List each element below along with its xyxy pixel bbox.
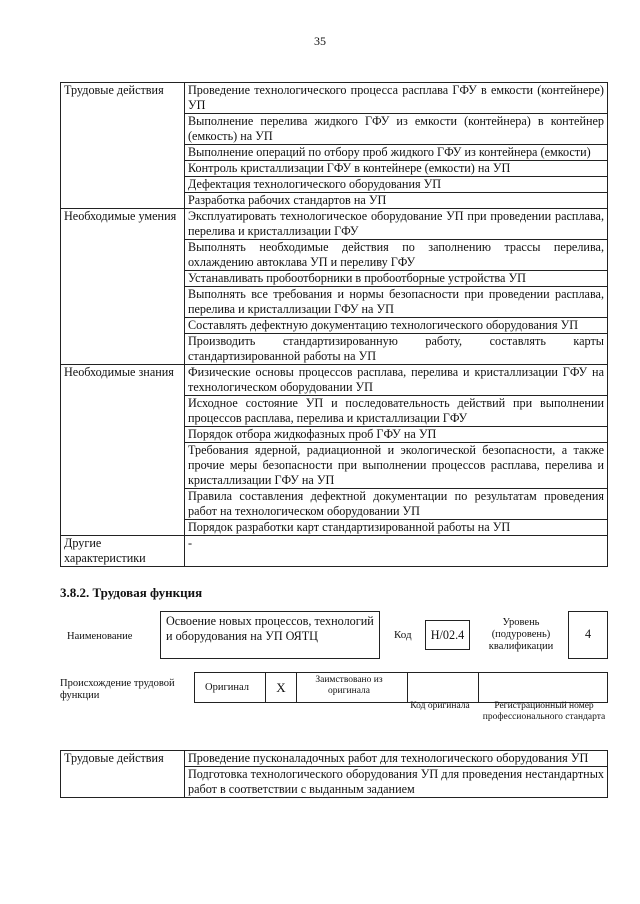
level-value: 4: [584, 627, 592, 641]
name-label: Наименование: [67, 631, 133, 642]
group-item: Порядок отбора жидкофазных проб ГФУ на УП: [185, 427, 608, 443]
group-item: Требования ядерной, радиационной и экологической безопасности, а также прочие меры безопасности при выполнении процессов расплава, перелива и кристаллизации ГФУ на УП: [185, 443, 608, 489]
name-value: Освоение новых процессов, технологий и оборудования на УП ОЯТЦ: [166, 614, 374, 643]
reg-number-label: Регистрационный номер профессионального стандарта: [482, 701, 606, 722]
original-label: Оригинал: [205, 682, 249, 693]
group-item: Выполнять необходимые действия по заполнению трассы перелива, охлаждению автоклава УП и переливу ГФУ: [185, 240, 608, 271]
group-item: Правила составления дефектной документации по результатам проведения работ на технологическом оборудовании УП: [185, 489, 608, 520]
group-item: Проведение технологического процесса расплава ГФУ в емкости (контейнере) УП: [185, 83, 608, 114]
code-box: [425, 620, 470, 650]
group-item: Выполнение операций по отбору проб жидкого ГФУ из контейнера (емкости): [185, 145, 608, 161]
page-number: 35: [314, 34, 326, 48]
origin-label: Происхождение трудовой функции: [60, 678, 175, 701]
group-item: Контроль кристаллизации ГФУ в контейнере (емкости) на УП: [185, 161, 608, 177]
group-item: Порядок разработки карт стандартизированной работы на УП: [185, 520, 608, 536]
table-row: [61, 83, 608, 114]
name-box: [160, 611, 380, 659]
code-label: Код: [394, 629, 412, 641]
group-item: Эксплуатировать технологическое оборудование УП при проведении расплава, перелива и кристаллизации ГФУ: [185, 209, 608, 240]
group-label: Необходимые знания: [61, 365, 185, 536]
group-item: Исходное состояние УП и последовательность действий при выполнении процессов расплава, перелива и кристаллизации ГФУ: [185, 396, 608, 427]
group-item: -: [185, 536, 608, 567]
code-original-cell: [407, 673, 479, 702]
origin-row: [194, 672, 608, 703]
group-label: Другие характеристики: [61, 536, 185, 567]
group-item: Разработка рабочих стандартов на УП: [185, 193, 608, 209]
labor-function-table-2: [60, 750, 608, 798]
borrowed-label: Заимствовано из оригинала: [315, 675, 383, 696]
group-item: Выполнять все требования и нормы безопасности при проведении расплава, перелива и кристаллизации ГФУ на УП: [185, 287, 608, 318]
group-item: Проведение пусконаладочных работ для технологического оборудования УП: [185, 751, 608, 767]
labor-function-table-1: [60, 82, 608, 567]
group-item: Дефектация технологического оборудования УП: [185, 177, 608, 193]
table-row: [61, 365, 608, 396]
group-item: Выполнение перелива жидкого ГФУ из емкости (контейнера) в контейнер (емкость) на УП: [185, 114, 608, 145]
original-mark: X: [265, 673, 297, 702]
level-label: Уровень (подуровень) квалификации: [488, 617, 554, 652]
group-item: Подготовка технологического оборудования УП для проведения нестандартных работ в соответствии с выданным заданием: [185, 767, 608, 798]
code-value: Н/02.4: [430, 628, 465, 642]
table-row: [61, 209, 608, 240]
code-original-label: Код оригинала: [410, 701, 470, 711]
group-item: Физические основы процессов расплава, перелива и кристаллизации ГФУ на технологическом оборудовании УП: [185, 365, 608, 396]
section-title: 3.8.2. Трудовая функция: [60, 585, 203, 600]
group-label: Необходимые умения: [61, 209, 185, 365]
table-row: [61, 536, 608, 567]
group-label: Трудовые действия: [61, 83, 185, 209]
group-label: Трудовые действия: [61, 751, 185, 798]
group-item: Составлять дефектную документацию технологического оборудования УП: [185, 318, 608, 334]
level-box: [568, 611, 608, 659]
table-row: [61, 751, 608, 767]
group-item: Устанавливать пробоотборники в пробоотборные устройства УП: [185, 271, 608, 287]
group-item: Производить стандартизированную работу, составлять карты стандартизированной работы на УП: [185, 334, 608, 365]
